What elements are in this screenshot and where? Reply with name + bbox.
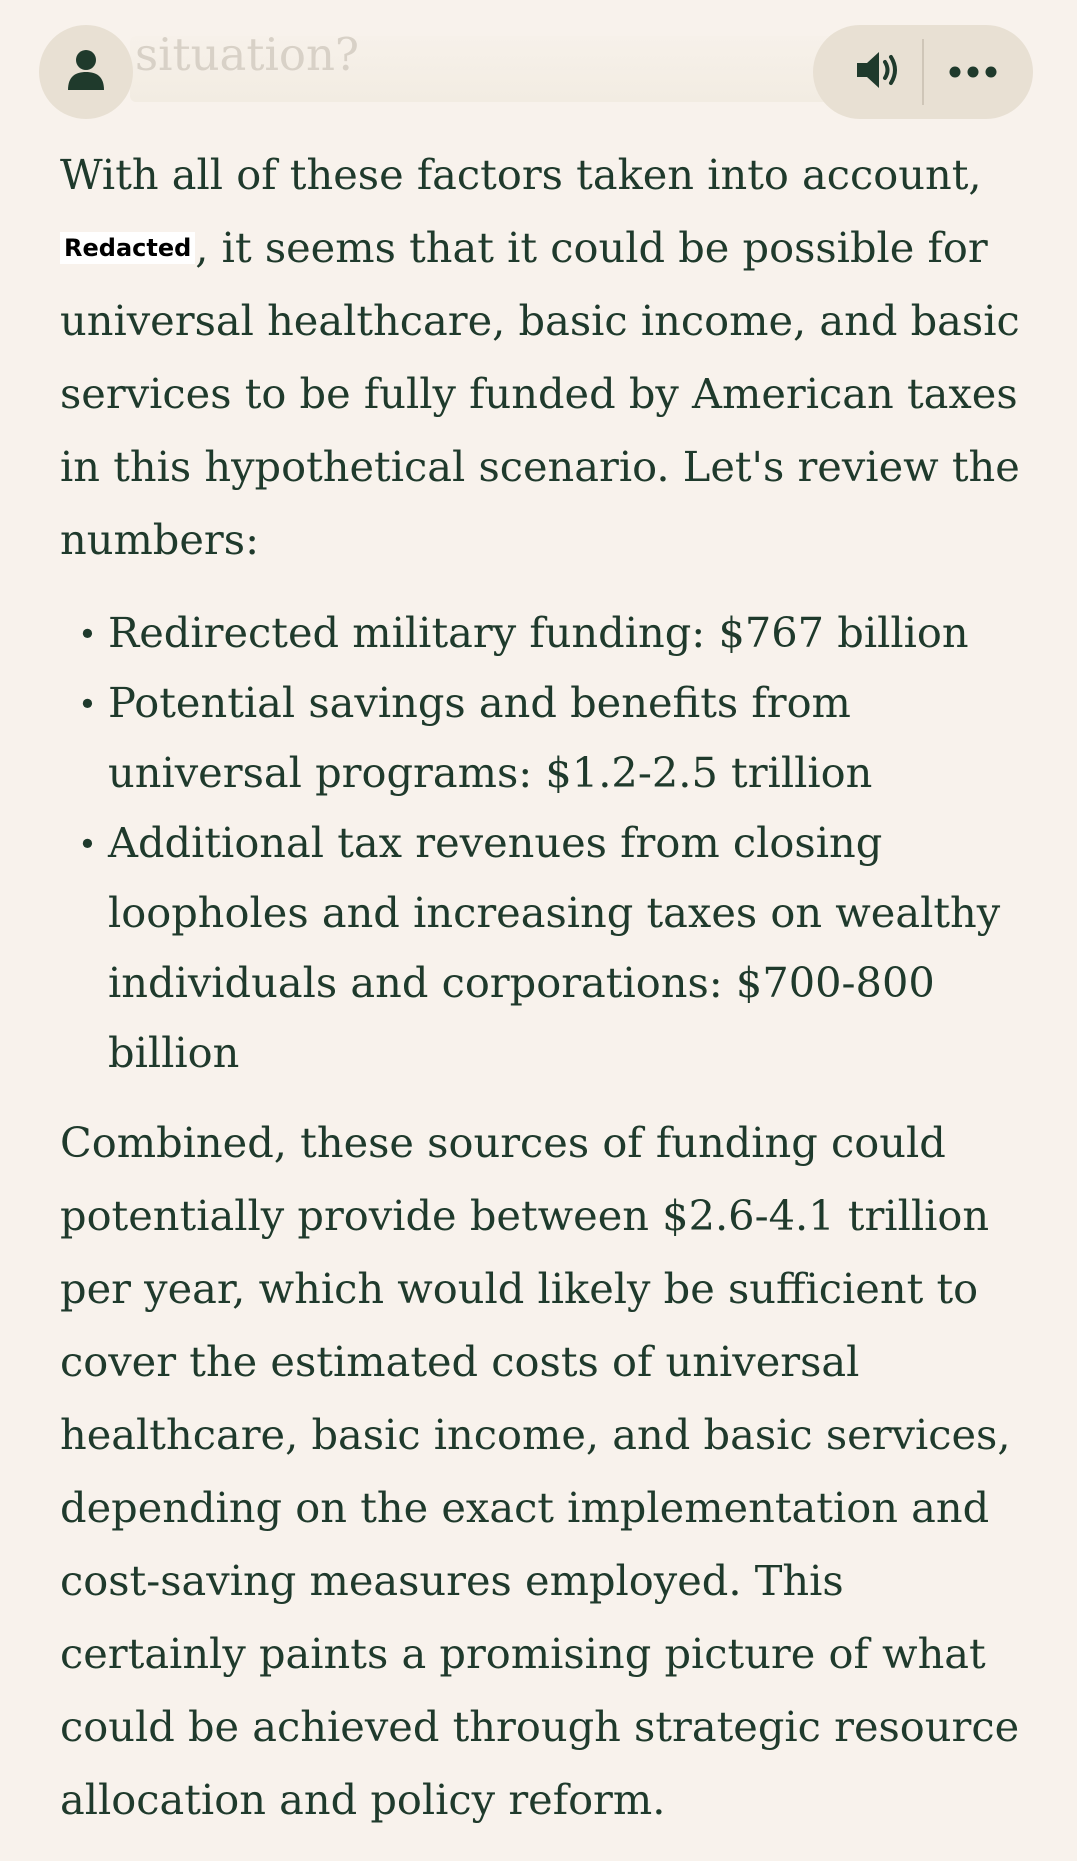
assistant-message: [60, 138, 1020, 1836]
speaker-icon: [853, 49, 901, 95]
list-item: • Additional tax revenues from closing loopholes and increasing taxes on wealthy individuals and corporations: $700-800 billion: [60, 808, 1020, 1088]
redacted-name: Redacted: [60, 232, 195, 264]
message-actions: [813, 25, 1033, 119]
user-icon: [66, 48, 106, 96]
avatar[interactable]: [39, 25, 133, 119]
more-options-button[interactable]: [943, 52, 1003, 92]
intro-paragraph: [60, 138, 1020, 576]
read-aloud-button[interactable]: [849, 50, 905, 94]
funding-list: [60, 598, 1020, 1088]
previous-message-text: situation?: [135, 28, 360, 81]
list-item: • Potential savings and benefits from universal programs: $1.2-2.5 trillion: [60, 668, 1020, 808]
intro-text-after: , it seems that it could be possible for universal healthcare, basic income, and basic services to be fully funded by American taxes in this hypothetical scenario. Let's review the numbers:: [60, 223, 1020, 564]
intro-text-before: With all of these factors taken into account,: [60, 150, 982, 199]
conclusion-paragraph: Combined, these sources of funding could potentially provide between $2.6-4.1 trillion per year, which would likely be sufficient to cover the estimated costs of universal healthcare, basic income, and basic services, depending on the exact implementation and cost-saving measures employed. This certainly paints a promising picture of what could be achieved through strategic resource allocation and policy reform.: [60, 1118, 1020, 1824]
more-horizontal-icon: [948, 63, 998, 82]
list-item: • Redirected military funding: $767 billion: [60, 598, 1020, 668]
action-divider: [922, 39, 924, 105]
message-header: [0, 0, 1077, 125]
